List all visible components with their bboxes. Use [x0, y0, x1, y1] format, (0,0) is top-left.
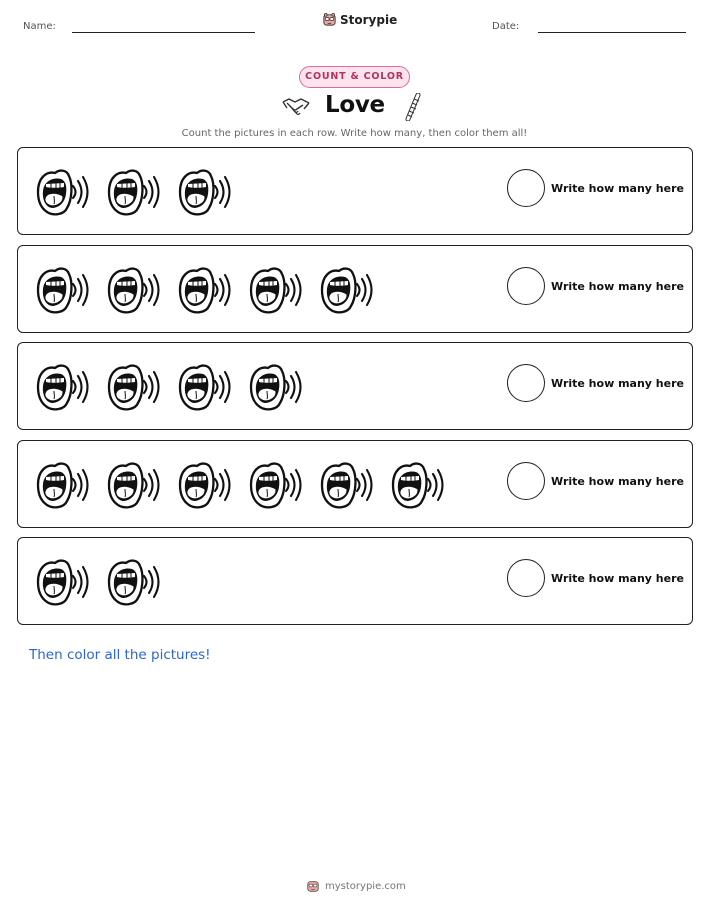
date-label: Date: — [492, 21, 520, 32]
answer-circle[interactable] — [507, 267, 545, 305]
name-line[interactable] — [72, 32, 255, 33]
answer-circle[interactable] — [507, 462, 545, 500]
footer-site — [306, 879, 406, 893]
brand-logo — [322, 12, 397, 27]
picture-group — [31, 260, 386, 320]
picture-group — [31, 455, 457, 515]
storypie-mascot-icon — [322, 12, 337, 27]
count-row — [17, 342, 693, 430]
speaking-mouth-icon — [244, 260, 315, 320]
speaking-mouth-icon — [102, 260, 173, 320]
answer-circle[interactable] — [507, 559, 545, 597]
activity-badge: COUNT & COLOR — [299, 66, 410, 88]
speaking-mouth-icon — [244, 455, 315, 515]
count-row — [17, 245, 693, 333]
speaking-mouth-icon — [173, 260, 244, 320]
speaking-mouth-icon — [31, 162, 102, 222]
count-row — [17, 537, 693, 625]
count-row — [17, 147, 693, 235]
speaking-mouth-icon — [102, 162, 173, 222]
answer-area — [507, 169, 684, 207]
footer-url[interactable]: mystorypie.com — [325, 880, 406, 892]
speaking-mouth-icon — [386, 455, 457, 515]
instructions: Count the pictures in each row. Write how many, then color them all! — [181, 128, 528, 139]
date-line[interactable] — [538, 32, 686, 33]
speaking-mouth-icon — [244, 357, 315, 417]
speaking-mouth-icon — [173, 162, 244, 222]
answer-area — [507, 364, 684, 402]
speaking-mouth-icon — [315, 260, 386, 320]
speaking-mouth-icon — [31, 552, 102, 612]
speaking-mouth-icon — [173, 357, 244, 417]
picture-group — [31, 552, 173, 612]
speaking-mouth-icon — [31, 455, 102, 515]
rope-icon — [402, 93, 424, 121]
speaking-mouth-icon — [315, 455, 386, 515]
footer-note: Then color all the pictures! — [29, 647, 211, 663]
speaking-mouth-icon — [31, 260, 102, 320]
storypie-mascot-icon — [306, 879, 320, 893]
brand-name: Storypie — [340, 12, 398, 27]
answer-circle[interactable] — [507, 364, 545, 402]
answer-area — [507, 462, 684, 500]
answer-area — [507, 559, 684, 597]
name-label: Name: — [23, 21, 56, 32]
handshake-icon — [281, 94, 311, 118]
count-row — [17, 440, 693, 528]
speaking-mouth-icon — [102, 552, 173, 612]
picture-group — [31, 357, 315, 417]
speaking-mouth-icon — [173, 455, 244, 515]
speaking-mouth-icon — [102, 455, 173, 515]
page-title: Love — [325, 92, 385, 118]
answer-circle[interactable] — [507, 169, 545, 207]
answer-label: Write how many here — [551, 279, 684, 293]
answer-label: Write how many here — [551, 474, 684, 488]
answer-label: Write how many here — [551, 571, 684, 585]
answer-area — [507, 267, 684, 305]
picture-group — [31, 162, 244, 222]
speaking-mouth-icon — [102, 357, 173, 417]
speaking-mouth-icon — [31, 357, 102, 417]
title-row — [0, 92, 709, 122]
answer-label: Write how many here — [551, 376, 684, 390]
answer-label: Write how many here — [551, 181, 684, 195]
